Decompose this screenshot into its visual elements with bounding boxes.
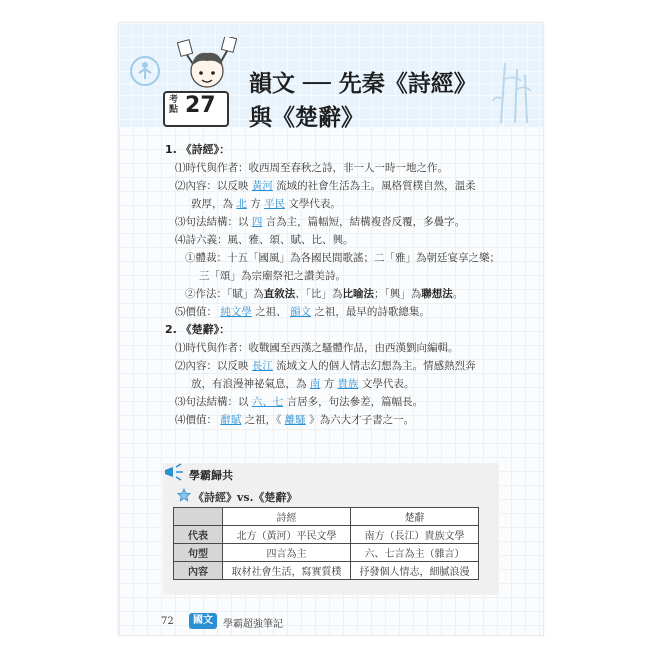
section-heading-shijing: 1. 《詩經》： bbox=[165, 143, 231, 156]
answer-blank: 純文學 bbox=[220, 306, 252, 318]
table-header-cell bbox=[174, 508, 223, 526]
answer-blank: 辭賦 bbox=[220, 414, 242, 426]
table-cell: 抒發個人情志，細膩浪漫 bbox=[351, 562, 479, 580]
text: ⑷價值： bbox=[175, 414, 217, 426]
table-cell: 南方（長江）貴族文學 bbox=[351, 526, 479, 544]
text-line: ①體裁：十五「國風」為各國民間歌謠；二「雅」為朝廷宴享之樂； bbox=[185, 252, 500, 264]
table-cell: 北方（黃河）平民文學 bbox=[223, 526, 351, 544]
table-cell: 六、七言為主（雜言） bbox=[351, 544, 479, 562]
page-number: 72 bbox=[161, 616, 174, 627]
text: ⑶句法結構：以 bbox=[175, 396, 249, 408]
text: ⑵內容：以反映 bbox=[175, 360, 249, 372]
text: ②作法：「賦」為 bbox=[185, 288, 264, 300]
table-header-cell: 詩經 bbox=[223, 508, 351, 526]
page-title-line2: 與《楚辭》 bbox=[249, 105, 364, 131]
series-name: 學霸超強筆記 bbox=[223, 619, 283, 630]
text-line bbox=[175, 179, 476, 193]
text: 、「比」為 bbox=[295, 288, 343, 300]
table-row bbox=[174, 562, 479, 580]
answer-blank: 黃河 bbox=[251, 180, 273, 192]
text-line: ⑷詩六義：風、雅、頌、賦、比、興。 bbox=[175, 234, 354, 246]
text-line bbox=[185, 287, 463, 301]
text: ；「興」為 bbox=[374, 288, 422, 300]
clover-icon bbox=[127, 53, 163, 89]
bold-term: 聯想法 bbox=[421, 288, 453, 300]
answer-blank: 韻文 bbox=[290, 306, 312, 318]
row-header-cell: 內容 bbox=[174, 562, 223, 580]
text-line bbox=[175, 305, 430, 319]
answer-blank: 北 bbox=[236, 198, 247, 210]
answer-blank: 離騷 bbox=[284, 414, 306, 426]
table-cell: 取材社會生活，寫實質樸 bbox=[223, 562, 351, 580]
text: 言為主，篇幅短，結構複沓反覆，多疊字。 bbox=[265, 216, 466, 228]
megaphone-icon bbox=[163, 463, 187, 481]
text: 流域文人的個人情志幻想為主。情感熱烈奔 bbox=[276, 360, 476, 372]
table-header-cell: 楚辭 bbox=[351, 508, 479, 526]
row-header-cell: 句型 bbox=[174, 544, 223, 562]
text-line: 三「頌」為宗廟祭祀之讚美詩。 bbox=[199, 270, 346, 282]
table-row bbox=[174, 526, 479, 544]
text: ⑶句法結構：以 bbox=[175, 216, 249, 228]
bold-term: 直敘法 bbox=[263, 288, 296, 300]
text: 方 bbox=[250, 198, 261, 210]
text-line bbox=[175, 395, 423, 409]
text: 流域的社會生活為主。風格質樸自然，溫柔 bbox=[276, 180, 476, 192]
text: 》為六大才子書之一。 bbox=[309, 414, 415, 426]
text: 言居多，句法參差，篇幅長。 bbox=[286, 396, 424, 408]
text: 文學代表。 bbox=[288, 198, 341, 210]
comparison-table bbox=[173, 507, 479, 580]
page-title-line1: 韻文 ── 先秦《詩經》 bbox=[249, 71, 477, 97]
answer-blank: 平民 bbox=[264, 198, 286, 210]
table-row bbox=[174, 544, 479, 562]
badge-number: 27 bbox=[185, 93, 216, 118]
badge-label: 考點 bbox=[169, 95, 179, 115]
answer-blank: 四 bbox=[251, 216, 263, 228]
star-icon bbox=[177, 488, 191, 502]
table-header-row bbox=[174, 508, 479, 526]
text-line bbox=[175, 413, 414, 427]
text: ⑵內容：以反映 bbox=[175, 180, 249, 192]
answer-blank: 南 bbox=[309, 378, 321, 390]
text: ⑸價值： bbox=[175, 306, 217, 318]
book-page bbox=[118, 22, 544, 636]
text: 放，有浪漫神祕氣息，為 bbox=[191, 378, 307, 390]
text-line bbox=[175, 215, 465, 229]
text-line bbox=[175, 359, 476, 373]
text: 之祖，《 bbox=[244, 414, 282, 426]
answer-blank: 長江 bbox=[251, 360, 273, 372]
text-line bbox=[191, 377, 414, 391]
text-line bbox=[191, 197, 341, 211]
subject-tag: 國文 bbox=[189, 613, 217, 629]
section-heading-chuci: 2. 《楚辭》： bbox=[165, 323, 231, 336]
row-header-cell: 代表 bbox=[174, 526, 223, 544]
text: 。 bbox=[452, 288, 464, 300]
header-banner bbox=[119, 23, 543, 131]
topic-badge bbox=[163, 91, 229, 127]
text-line: ⑴時代與作者：收戰國至西漢之騷體作品，由西漢劉向編輯。 bbox=[175, 342, 459, 354]
text: 文學代表。 bbox=[361, 378, 415, 390]
answer-blank: 貴族 bbox=[337, 378, 359, 390]
text: 敦厚，為 bbox=[191, 198, 233, 210]
answer-blank: 六、七 bbox=[251, 396, 284, 408]
text-line: ⑴時代與作者：收西周至春秋之詩，非一人一時一地之作。 bbox=[175, 162, 448, 174]
bold-term: 比喻法 bbox=[342, 288, 374, 300]
summary-subtitle: 《詩經》vs.《楚辭》 bbox=[193, 491, 298, 504]
student-mascot-icon bbox=[177, 37, 237, 95]
table-cell: 四言為主 bbox=[223, 544, 351, 562]
summary-title: 學霸歸共 bbox=[189, 469, 233, 482]
text: 方 bbox=[323, 378, 335, 390]
text: 之祖，最早的詩歌總集。 bbox=[314, 306, 430, 318]
bamboo-icon bbox=[491, 59, 535, 123]
text: 之祖、 bbox=[255, 306, 287, 318]
